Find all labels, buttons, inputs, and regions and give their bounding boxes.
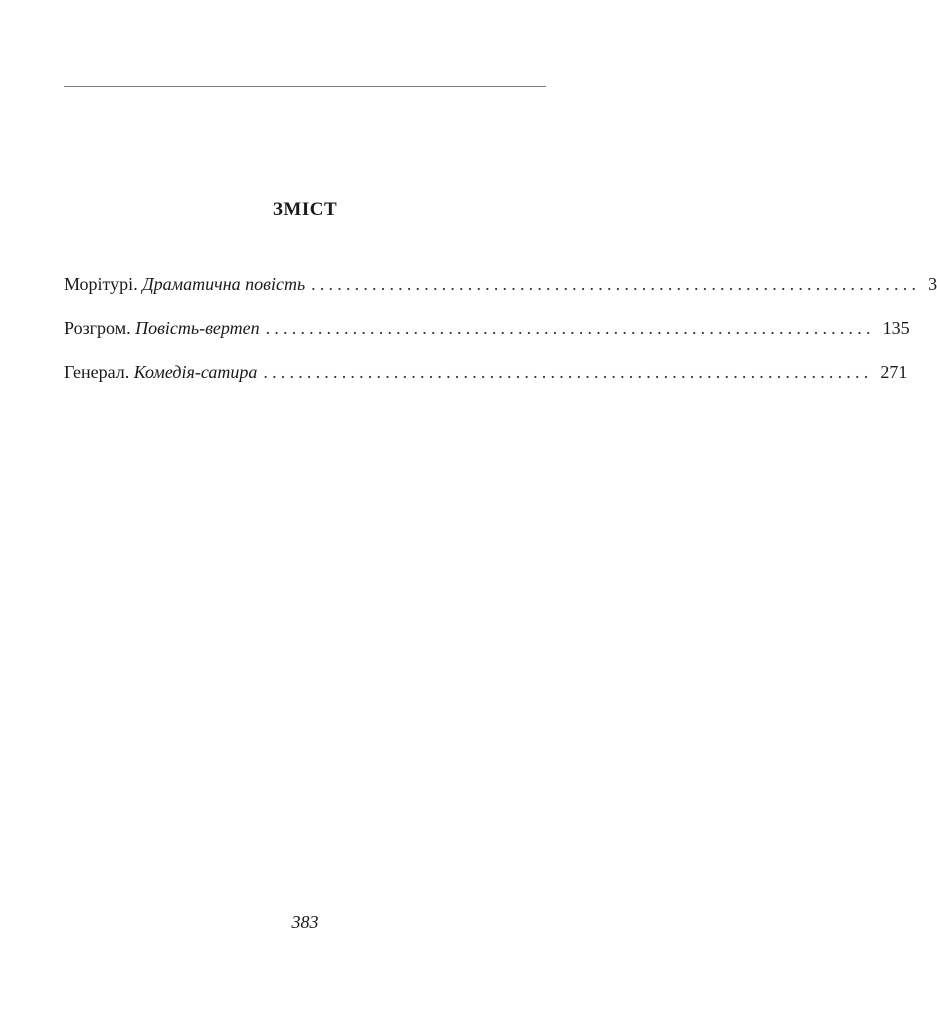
toc-entry-title: Морітурі. <box>64 274 138 294</box>
toc-entry-title-block <box>64 315 260 341</box>
toc-entry[interactable] <box>64 315 910 359</box>
table-of-contents <box>64 271 937 403</box>
toc-heading: ЗМІСТ <box>272 199 338 220</box>
toc-entry-title: Розгром. <box>64 318 131 338</box>
dot-leader: ...................................................................... <box>263 362 873 382</box>
dot-leader: ...................................................................... <box>265 318 875 338</box>
toc-entry-subtitle: Драматична повість <box>142 274 306 294</box>
toc-entry[interactable] <box>64 359 908 403</box>
page-number: 383 <box>291 912 319 932</box>
toc-entry-page: 3 <box>928 274 937 294</box>
dot-leader: ...................................................................... <box>311 274 921 294</box>
toc-entry-subtitle: Повість-вертеп <box>135 318 260 338</box>
toc-entry-page: 135 <box>882 318 910 338</box>
toc-entry-subtitle: Комедія-сатира <box>133 362 258 382</box>
toc-entry-title-block <box>64 359 257 385</box>
toc-entry[interactable] <box>64 271 937 315</box>
toc-entry-title: Генерал. <box>64 362 130 382</box>
toc-entry-page: 271 <box>880 362 908 382</box>
toc-entry-title-block <box>64 271 305 297</box>
header-rule <box>64 86 546 87</box>
